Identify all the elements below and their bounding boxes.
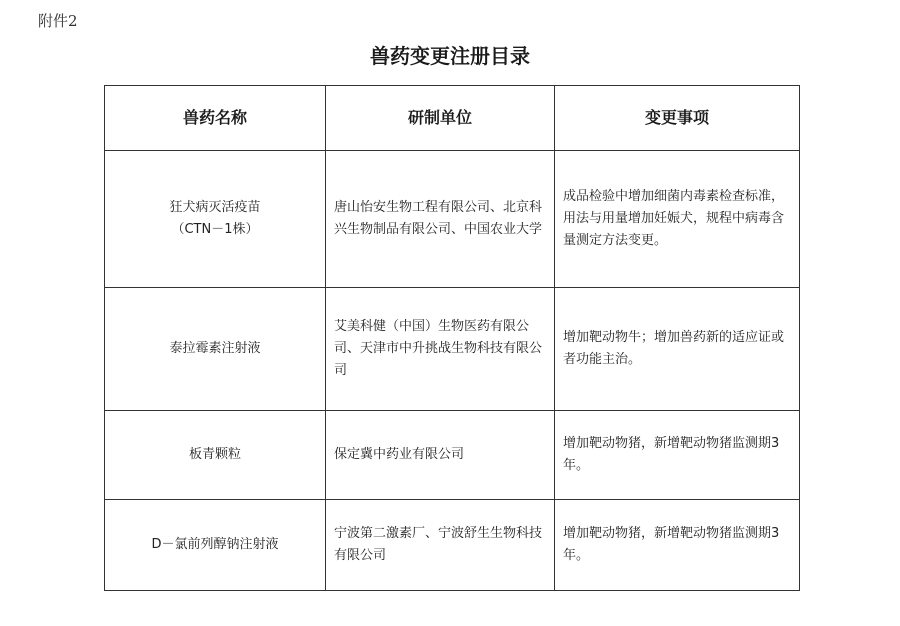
document-title: 兽药变更注册目录: [370, 44, 530, 68]
drug-name-line: 泰拉霉素注射液: [169, 341, 261, 356]
developer-cell: 唐山怡安生物工程有限公司、北京科兴生物制品有限公司、中国农业大学: [326, 151, 555, 288]
header-change-items: 变更事项: [555, 86, 800, 151]
table-header-row: [105, 86, 800, 151]
attachment-label: 附件2: [38, 12, 78, 30]
developer-cell: 宁波第二激素厂、宁波舒生生物科技有限公司: [326, 500, 555, 591]
table-row: [105, 500, 800, 591]
change-items-cell: 增加靶动物猪，新增靶动物猪监测期3年。: [555, 411, 800, 500]
drug-name-cell: [105, 411, 326, 500]
drug-name-line: （CTN－1株）: [171, 222, 259, 237]
drug-name-cell: [105, 151, 326, 288]
developer-cell: 艾美科健（中国）生物医药有限公司、天津市中升挑战生物科技有限公司: [326, 288, 555, 411]
drug-name-line: 狂犬病灭活疫苗: [169, 200, 261, 215]
change-items-cell: 成品检验中增加细菌内毒素检查标准，用法与用量增加妊娠犬，规程中病毒含量测定方法变更。: [555, 151, 800, 288]
header-developer: 研制单位: [326, 86, 555, 151]
header-drug-name: 兽药名称: [105, 86, 326, 151]
registration-table: [104, 85, 800, 591]
table-row: [105, 288, 800, 411]
drug-name-line: 板青颗粒: [188, 447, 241, 462]
drug-name-cell: [105, 288, 326, 411]
developer-cell: 保定冀中药业有限公司: [326, 411, 555, 500]
change-items-cell: 增加靶动物牛；增加兽药新的适应证或者功能主治。: [555, 288, 800, 411]
drug-name-line: D－氯前列醇钠注射液: [151, 537, 279, 552]
drug-name-cell: [105, 500, 326, 591]
change-items-cell: 增加靶动物猪，新增靶动物猪监测期3年。: [555, 500, 800, 591]
table-row: [105, 411, 800, 500]
table-row: [105, 151, 800, 288]
